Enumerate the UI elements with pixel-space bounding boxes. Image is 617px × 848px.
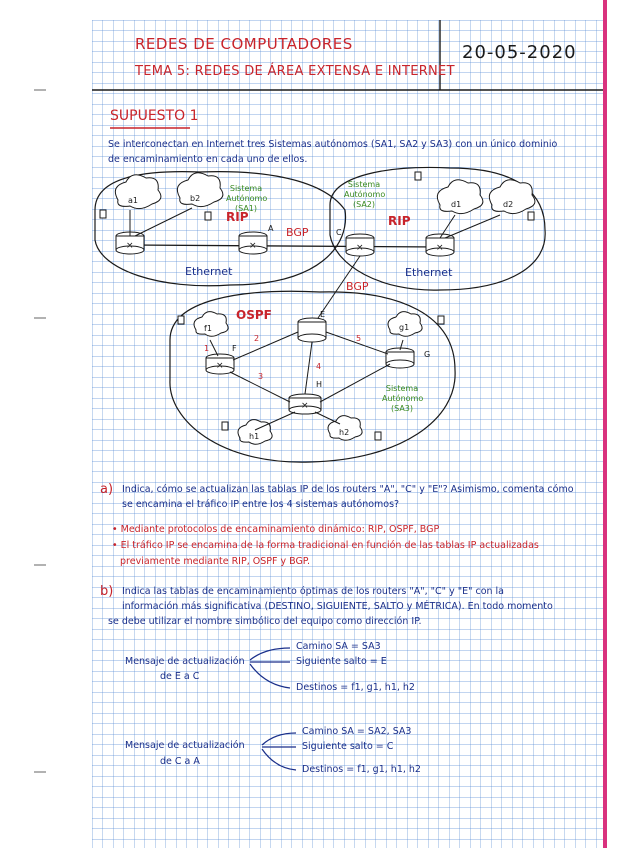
ethernet-right-label: Ethernet [405, 266, 453, 279]
cost-4: 4 [316, 362, 322, 371]
answer-a-2: • El tráfico IP se encamina de la forma tradicional en función de las tablas IP actualizadas [112, 540, 539, 551]
question-b-line-2: información más significativa (DESTINO, SIGUIENTE, SALTO y MÉTRICA). En todo momento [122, 601, 553, 612]
date: 20-05-2020 [462, 42, 577, 63]
host-d2: d2 [503, 200, 514, 209]
router-e-label: E [320, 310, 326, 319]
router-f [206, 354, 234, 374]
question-b-marker: b) [100, 584, 114, 599]
answer-a-3: previamente mediante RIP, OSPF y BGP. [120, 556, 311, 567]
router-a [239, 232, 267, 254]
rip-left-label: RIP [226, 210, 249, 224]
host-h1: h1 [249, 432, 260, 441]
rip-right-label: RIP [388, 214, 411, 228]
msg2-label-1: Mensaje de actualización [125, 740, 245, 751]
question-a-line-1: Indica, cómo se actualizan las tablas IP de los routers "A", "C" y "E"? Asimismo, comenta cómo [122, 484, 574, 495]
question-a-marker: a) [100, 482, 114, 497]
msg2-label-2: de C a A [160, 756, 200, 767]
host-b2: b2 [190, 194, 201, 203]
router-h-label: H [316, 380, 323, 389]
question-b-line-3: se debe utilizar el nombre simbólico del equipo como dirección IP. [108, 616, 422, 627]
cost-5: 5 [356, 334, 362, 343]
svg-text:×: × [249, 241, 257, 251]
statement-line-2: de encaminamiento en cada uno de ellos. [108, 154, 308, 165]
right-margin-line [603, 0, 607, 848]
router-g [386, 348, 414, 368]
statement-line-1: Se interconectan en Internet tres Sistemas autónomos (SA1, SA2 y SA3) con un único dominio [108, 139, 558, 150]
course-title: REDES DE COMPUTADORES [135, 35, 353, 53]
svg-text:×: × [301, 401, 309, 411]
router-g-label: G [424, 350, 431, 359]
msg2-path: Camino SA = SA2, SA3 [302, 726, 412, 737]
router-c-label: C [336, 228, 342, 237]
host-d1: d1 [451, 200, 462, 209]
sa1-label: Sistema Autónomo (SA1) [226, 184, 268, 213]
host-g1: g1 [399, 323, 410, 332]
question-b-line-1: Indica las tablas de encaminamiento óptimas de los routers "A", "C" y "E" con la [122, 586, 505, 597]
msg2-destinations: Destinos = f1, g1, h1, h2 [302, 764, 421, 775]
svg-text:×: × [216, 361, 224, 371]
assignment-title: SUPUESTO 1 [110, 108, 199, 124]
svg-text:×: × [356, 243, 364, 253]
msg2-next-hop: Siguiente salto = C [302, 741, 394, 752]
router-e [298, 318, 326, 342]
cost-3: 3 [258, 372, 264, 381]
svg-text:×: × [436, 243, 444, 253]
host-h2: h2 [339, 428, 350, 437]
ethernet-left-label: Ethernet [185, 265, 233, 278]
router-f-label: F [232, 344, 237, 353]
svg-text:×: × [126, 241, 134, 251]
router-c [346, 234, 374, 256]
host-a1: a1 [128, 196, 138, 205]
sa3-label: Sistema Autónomo (SA3) [382, 384, 424, 413]
router-h [289, 394, 321, 414]
sa2-label: Sistema Autónomo (SA2) [344, 180, 386, 209]
router-a-label: A [268, 224, 274, 233]
cost-2: 2 [254, 334, 260, 343]
topic-title: TEMA 5: REDES DE ÁREA EXTENSA E INTERNET [135, 64, 455, 79]
msg1-label-1: Mensaje de actualización [125, 656, 245, 667]
cost-1-left: 1 [204, 344, 210, 353]
answer-a-1: • Mediante protocolos de encaminamiento dinámico: RIP, OSPF, BGP [112, 524, 440, 535]
bgp-top-label: BGP [286, 226, 309, 239]
question-a-line-2: se encamina el tráfico IP entre los 4 sistemas autónomos? [122, 499, 400, 510]
msg1-label-2: de E a C [160, 671, 200, 682]
msg1-next-hop: Siguiente salto = E [296, 656, 387, 667]
ospf-label: OSPF [236, 308, 272, 322]
bgp-mid-label: BGP [346, 280, 369, 293]
msg1-path: Camino SA = SA3 [296, 641, 381, 652]
msg1-destinations: Destinos = f1, g1, h1, h2 [296, 682, 415, 693]
host-f1: f1 [204, 324, 212, 333]
